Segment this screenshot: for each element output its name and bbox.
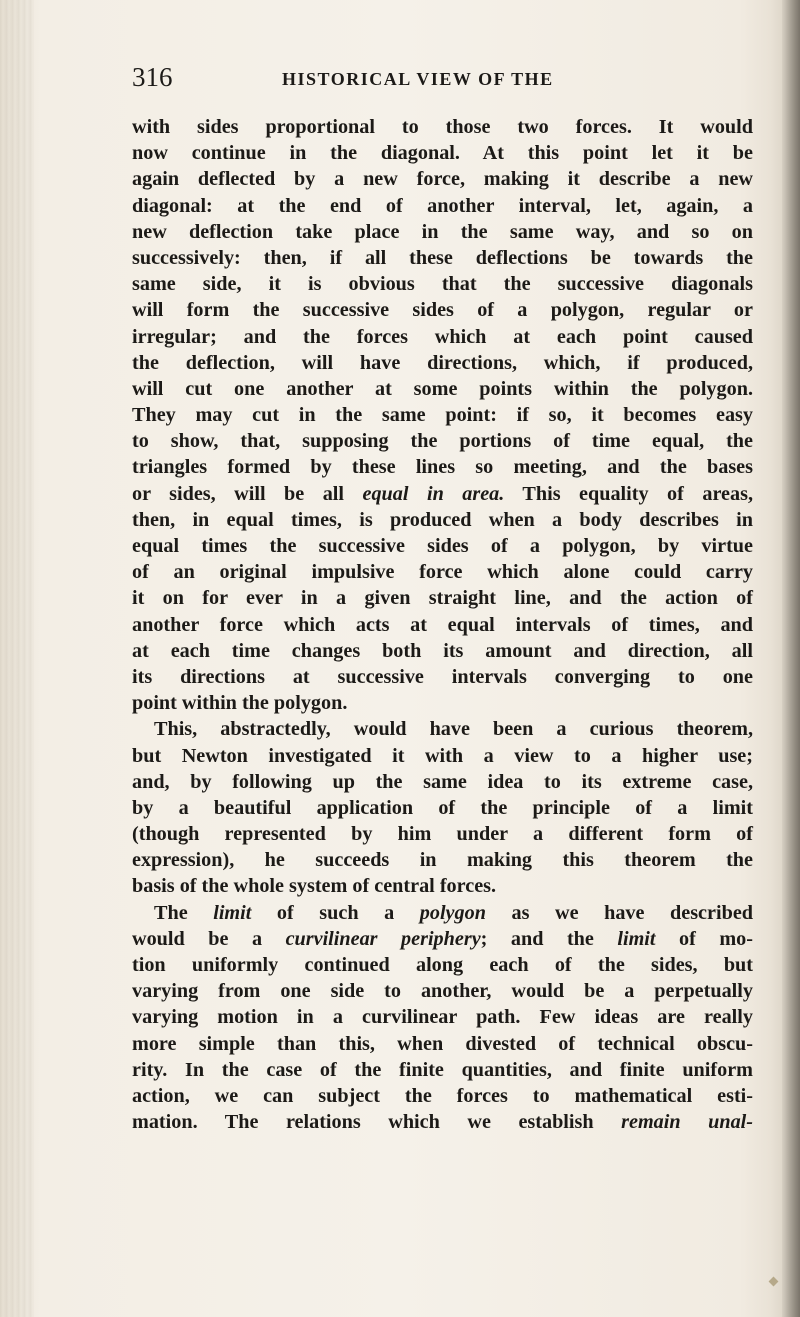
text-line: again deflected by a new force, making it describe a new: [132, 168, 753, 191]
text-line: tion uniformly continued along each of the sides, but: [132, 954, 753, 976]
text-line: of an original impulsive force which alone could carry: [132, 561, 753, 584]
text-run: The: [154, 901, 214, 924]
text-line: will cut one another at some points within the polygon.: [132, 377, 753, 400]
text-line: by a beautiful application of the principle of a limit: [132, 796, 753, 819]
page-number: 316: [132, 62, 173, 92]
text-line: This, abstractedly, would have been a curious theorem,: [154, 718, 753, 741]
text-line: at each time changes both its amount and direction, all: [132, 639, 753, 662]
page-edge-shadow: [782, 0, 800, 1317]
text-line: same side, it is obvious that the successive diagonals: [132, 273, 753, 296]
page-gutter: [0, 0, 34, 1317]
page-header: [132, 62, 752, 94]
text-line: then, in equal times, is produced when a body describes in: [132, 508, 753, 531]
text-line: it on for ever in a given straight line, and the action of: [132, 587, 753, 610]
text-line: [132, 481, 753, 507]
text-line: (though represented by him under a different form of: [132, 823, 753, 846]
text-line: expression), he succeeds in making this theorem the: [132, 849, 753, 872]
text-line: to show, that, supposing the portions of time equal, the: [132, 430, 753, 453]
text-line: basis of the whole system of central forces.: [132, 875, 497, 898]
text-line: with sides proportional to those two forces. It would: [132, 116, 753, 138]
text-line: but Newton investigated it with a view to a higher use;: [132, 744, 753, 767]
text-run: of mo-: [655, 927, 754, 950]
text-line: more simple than this, when divested of technical obscu-: [132, 1032, 753, 1055]
text-line: now continue in the diagonal. At this point let it be: [132, 142, 753, 165]
text-line: irregular; and the forces which at each point caused: [132, 325, 753, 348]
text-line: will form the successive sides of a polygon, regular or: [132, 299, 753, 322]
text-run: ; and the: [480, 927, 618, 950]
text-line: varying motion in a curvilinear path. Few ideas are really: [132, 1006, 753, 1029]
text-line: action, we can subject the forces to mathematical esti-: [132, 1084, 753, 1107]
text-line: the deflection, will have directions, which, if produced,: [132, 351, 753, 374]
running-head: HISTORICAL VIEW OF THE: [282, 69, 554, 89]
italic-text: remain unal-: [621, 1111, 753, 1134]
text-line: rity. In the case of the finite quantities, and finite uniform: [132, 1058, 753, 1081]
italic-text: equal in area.: [362, 482, 505, 505]
text-run: mation. The relations which we establish: [132, 1111, 622, 1134]
text-run: would be a: [132, 927, 286, 950]
italic-text: limit: [213, 901, 252, 924]
text-run: This equality of areas,: [504, 482, 753, 505]
text-line: [132, 1109, 753, 1135]
text-line: successively: then, if all these deflections be towards the: [132, 246, 753, 269]
text-line: diagonal: at the end of another interval, let, again, a: [132, 194, 753, 217]
body-text: [132, 114, 753, 1135]
italic-text: curvilinear periphery: [285, 927, 481, 950]
text-line: [132, 926, 753, 952]
printing-speck: [769, 1277, 779, 1287]
text-line: [132, 900, 753, 926]
italic-text: limit: [617, 927, 656, 950]
italic-text: polygon: [419, 901, 486, 924]
text-line: varying from one side to another, would be a perpetually: [132, 980, 753, 1003]
text-line: They may cut in the same point: if so, it becomes easy: [132, 404, 753, 427]
text-line: another force which acts at equal intervals of times, and: [132, 613, 753, 636]
text-line: new deflection take place in the same way, and so on: [132, 220, 753, 243]
text-line: triangles formed by these lines so meeting, and the bases: [132, 456, 753, 479]
text-run: as we have described: [485, 901, 754, 924]
text-run: or sides, will be all: [132, 482, 363, 505]
text-line: its directions at successive intervals converging to one: [132, 665, 753, 688]
text-line: equal times the successive sides of a polygon, by virtue: [132, 535, 753, 557]
text-run: of such a: [251, 901, 420, 924]
text-line: point within the polygon.: [132, 692, 348, 715]
text-line: and, by following up the same idea to its extreme case,: [132, 770, 753, 793]
